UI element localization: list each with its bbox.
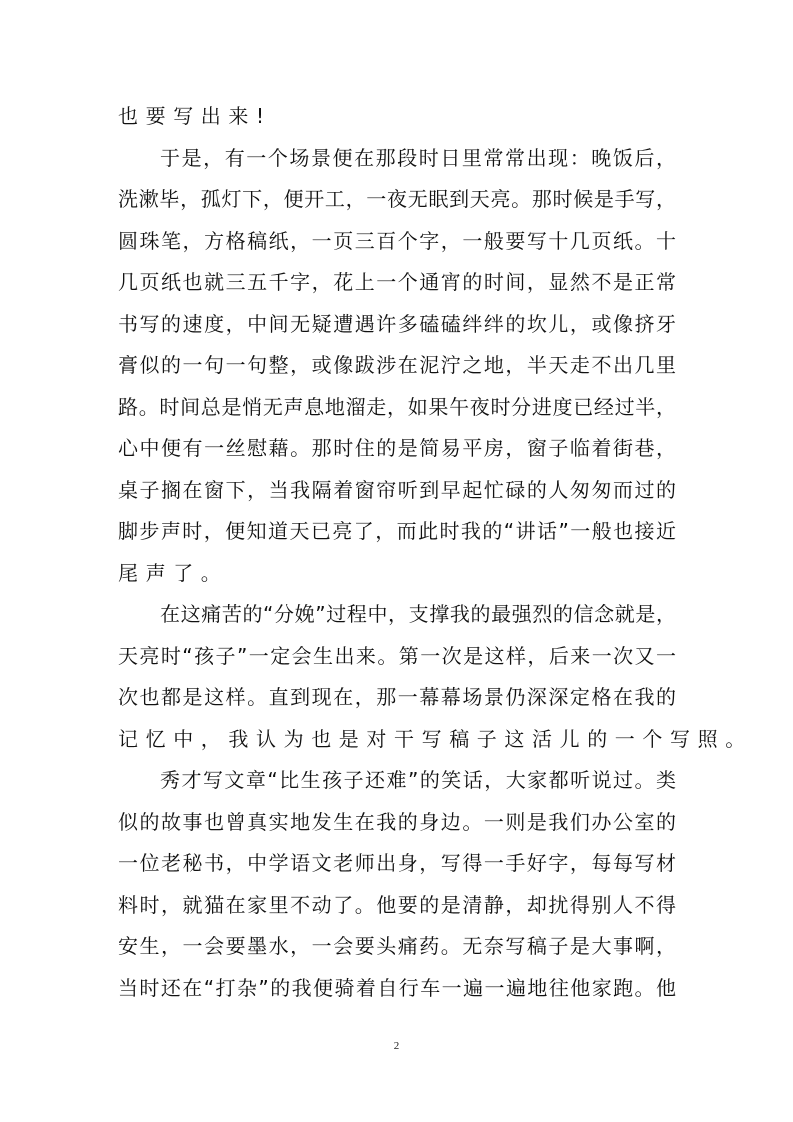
text-line: 料时，就猫在家里不动了。他要的是清静，却扰得别人不得 bbox=[118, 892, 676, 917]
text-line: 天亮时“孩子”一定会生出来。第一次是这样，后来一次又一 bbox=[118, 643, 676, 668]
text-line: 记忆中，我认为也是对干写稿子这活儿的一个写照。 bbox=[118, 726, 753, 751]
text-line: 几页纸也就三五千字，花上一个通宵的时间，显然不是正常 bbox=[118, 270, 676, 294]
paragraph bbox=[118, 96, 676, 138]
text-line: 在这痛苦的“分娩”过程中，支撑我的最强烈的信念就是， bbox=[160, 602, 676, 626]
text-line: 脚步声时，便知道天已亮了，而此时我的“讲话”一般也接近 bbox=[118, 519, 676, 543]
paragraph bbox=[118, 138, 676, 595]
text-line: 尾声了。 bbox=[118, 560, 229, 585]
text-line: 路。时间总是悄无声息地溜走，如果午夜时分进度已经过半， bbox=[118, 394, 676, 419]
text-line: 于是，有一个场景便在那段时日里常常出现：晚饭后， bbox=[160, 145, 676, 170]
document-body bbox=[118, 96, 753, 1009]
text-line: 桌子搁在窗下，当我隔着窗帘听到早起忙碌的人匆匆而过的 bbox=[118, 477, 676, 502]
text-line: 心中便有一丝慰藉。那时住的是简易平房，窗子临着街巷， bbox=[118, 436, 676, 460]
text-line: 次也都是这样。直到现在，那一幕幕场景仍深深定格在我的 bbox=[118, 685, 676, 709]
paragraph bbox=[118, 760, 676, 1009]
text-line: 一位老秘书，中学语文老师出身，写得一手好字，每每写材 bbox=[118, 851, 676, 875]
text-line: 安生，一会要墨水，一会要头痛药。无奈写稿子是大事啊， bbox=[118, 934, 676, 958]
text-line: 圆珠笔，方格稿纸，一页三百个字，一般要写十几页纸。十 bbox=[118, 228, 676, 253]
text-line: 秀才写文章“比生孩子还难”的笑话，大家都听说过。类 bbox=[160, 768, 676, 792]
text-line: 洗漱毕，孤灯下，便开工，一夜无眠到天亮。那时候是手写， bbox=[118, 187, 676, 211]
text-line: 也要写出来! bbox=[118, 104, 272, 128]
text-line: 当时还在“打杂”的我便骑着自行车一遍一遍地往他家跑。他 bbox=[118, 975, 676, 1000]
paragraph bbox=[118, 594, 753, 760]
text-line: 膏似的一句一句整，或像跋涉在泥泞之地，半天走不出几里 bbox=[118, 353, 676, 377]
text-line: 书写的速度，中间无疑遭遇许多磕磕绊绊的坎儿，或像挤牙 bbox=[118, 311, 676, 336]
page-number: 2 bbox=[393, 1040, 400, 1052]
text-line: 似的故事也曾真实地发生在我的身边。一则是我们办公室的 bbox=[118, 809, 676, 834]
